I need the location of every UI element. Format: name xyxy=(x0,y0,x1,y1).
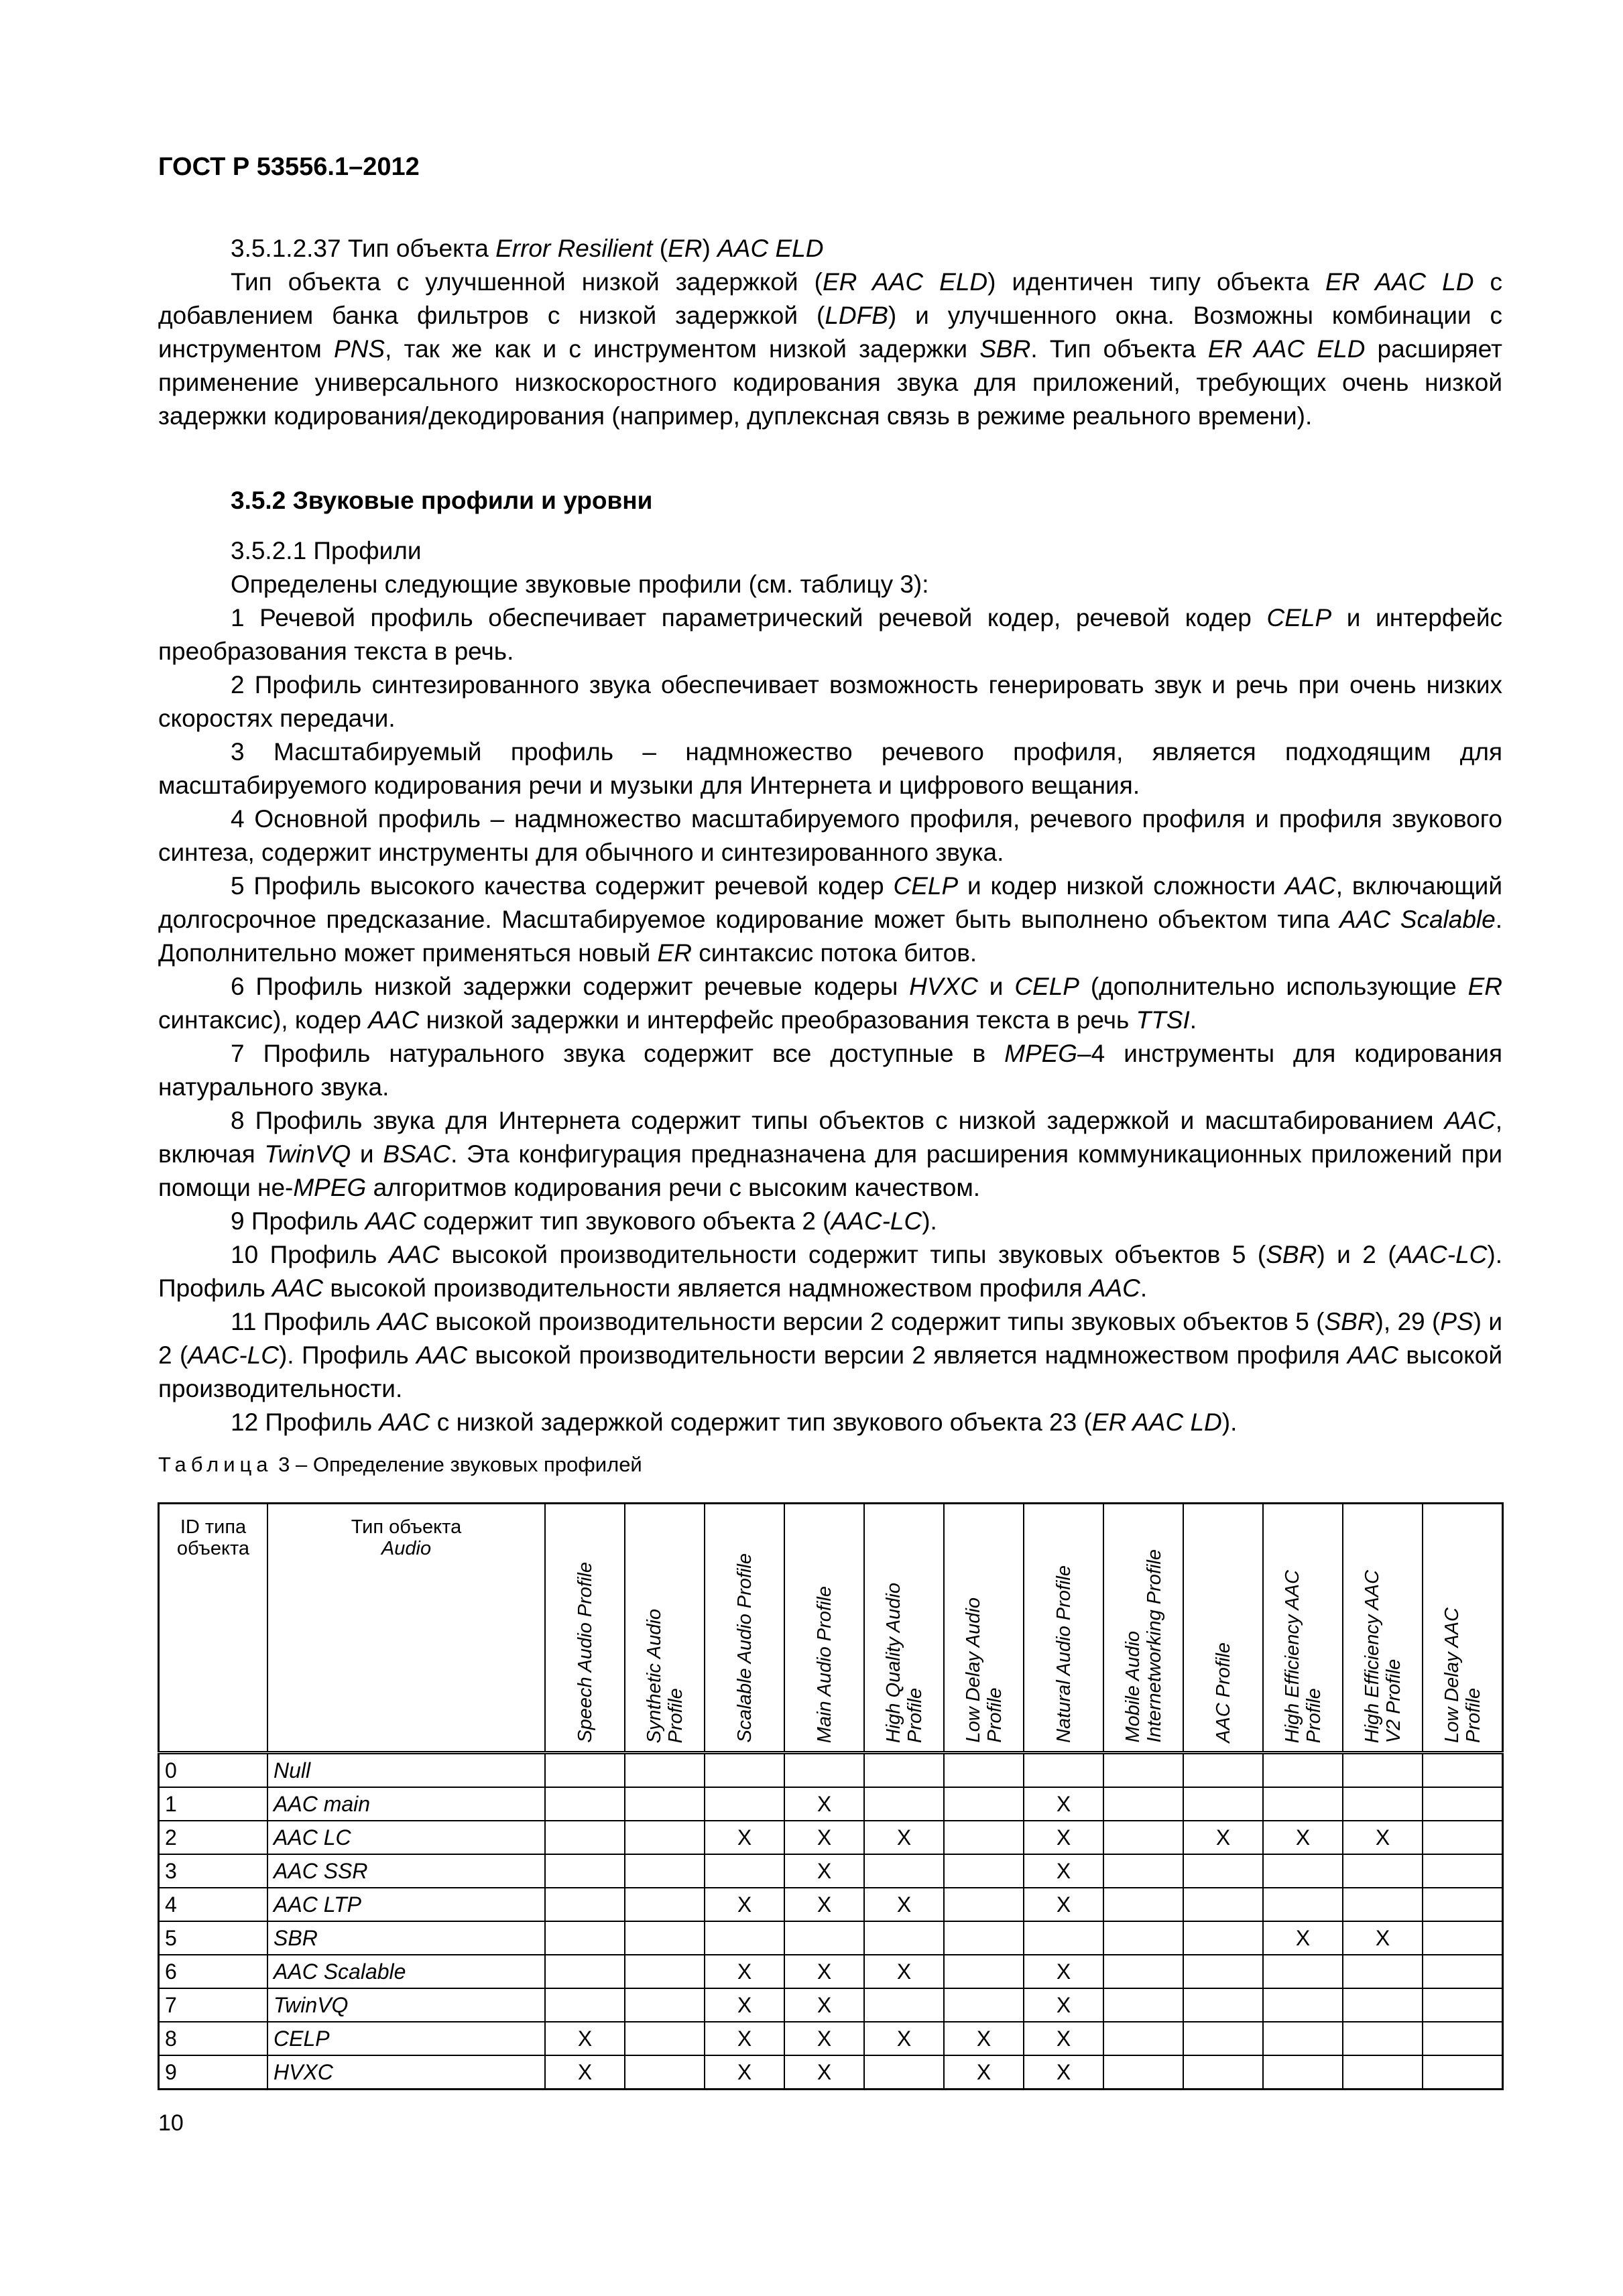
cell-mark: X xyxy=(1024,1955,1103,1988)
cell-mark xyxy=(1103,2022,1183,2055)
cell-mark xyxy=(1024,1921,1103,1955)
text-run: высокой производительности содержит типы звуковых объектов 5 ( xyxy=(439,1241,1266,1268)
cell-mark: X xyxy=(545,2055,625,2090)
cell-mark xyxy=(1103,1988,1183,2022)
cell-mark xyxy=(545,1921,625,1955)
text-run: MPEG xyxy=(293,1174,367,1201)
header-type-label: Тип объекта xyxy=(351,1516,462,1538)
paragraph xyxy=(158,1104,1502,1205)
text-run: . xyxy=(1140,1274,1148,1302)
text-run: PNS xyxy=(333,335,385,363)
section-heading: 3.5.2 Звуковые профили и уровни xyxy=(231,487,653,514)
table-row xyxy=(159,1888,1503,1921)
cell-mark xyxy=(1423,1921,1503,1955)
table-row xyxy=(159,2055,1503,2090)
cell-mark: X xyxy=(864,2022,944,2055)
text-run: высокой производительности. xyxy=(158,1341,1502,1402)
text-run: , включающий долгосрочное предсказание. Масштабируемое кодирование может быть выполнено объектом типа xyxy=(158,872,1502,933)
text-run: 7 Профиль натурального звука содержит все доступные в xyxy=(231,1040,1005,1067)
cell-mark xyxy=(1103,1753,1183,1788)
cell-mark xyxy=(944,1988,1024,2022)
cell-mark xyxy=(784,1921,864,1955)
text-run: ) и 2 ( xyxy=(1317,1241,1396,1268)
section-3-5-1-2-37 xyxy=(158,232,1502,433)
cell-mark: X xyxy=(1263,1821,1343,1854)
paragraph xyxy=(158,601,1502,668)
cell-type: HVXC xyxy=(267,2055,545,2090)
header-profile xyxy=(1103,1504,1183,1753)
text-run: содержит тип звукового объекта 2 ( xyxy=(416,1207,831,1235)
text-run: HVXC xyxy=(909,973,978,1000)
cell-mark: X xyxy=(1024,1787,1103,1821)
text-run: ER xyxy=(1467,973,1502,1000)
cell-type: AAC LTP xyxy=(267,1888,545,1921)
cell-mark xyxy=(1103,1955,1183,1988)
table-row xyxy=(159,1854,1503,1888)
cell-mark xyxy=(1423,1821,1503,1854)
cell-mark xyxy=(1183,2055,1263,2090)
cell-id: 0 xyxy=(159,1753,268,1788)
cell-mark xyxy=(1423,1888,1503,1921)
cell-mark xyxy=(1183,1753,1263,1788)
cell-mark: X xyxy=(705,1888,784,1921)
cell-mark xyxy=(1183,1854,1263,1888)
cell-mark: X xyxy=(944,2055,1024,2090)
cell-mark xyxy=(944,1921,1024,1955)
caption-label: Таблица xyxy=(158,1453,273,1476)
text-run: AAC xyxy=(1347,1341,1399,1369)
paragraph xyxy=(158,1037,1502,1104)
cell-mark xyxy=(1183,1921,1263,1955)
table-row xyxy=(159,2022,1503,2055)
cell-mark: X xyxy=(1024,1988,1103,2022)
cell-id: 5 xyxy=(159,1921,268,1955)
cell-mark: X xyxy=(864,1888,944,1921)
cell-mark xyxy=(705,1787,784,1821)
text-run: 5 Профиль высокого качества содержит речевой кодер xyxy=(231,872,894,900)
cell-mark xyxy=(545,1854,625,1888)
cell-mark xyxy=(944,1821,1024,1854)
text-run: CELP xyxy=(1266,604,1332,631)
cell-mark: X xyxy=(784,1854,864,1888)
cell-type: Null xyxy=(267,1753,545,1788)
cell-mark: X xyxy=(1343,1921,1423,1955)
text-run: Error Resilient xyxy=(495,235,653,262)
text-run: 9 Профиль xyxy=(231,1207,365,1235)
paragraph xyxy=(158,568,1502,601)
cell-mark xyxy=(1343,1787,1423,1821)
cell-mark xyxy=(1263,1787,1343,1821)
header-profile xyxy=(1024,1504,1103,1753)
cell-mark xyxy=(1024,1753,1103,1788)
text-run: 11 Профиль xyxy=(231,1308,377,1335)
cell-mark xyxy=(1263,1854,1343,1888)
cell-mark: X xyxy=(784,2022,864,2055)
cell-mark xyxy=(864,2055,944,2090)
cell-mark xyxy=(1103,2055,1183,2090)
text-run: алгоритмов кодирования речи с высоким качеством. xyxy=(366,1174,981,1201)
cell-id: 1 xyxy=(159,1787,268,1821)
profile-label: High Efficiency AAC Profile xyxy=(1281,1569,1325,1743)
text-run: . xyxy=(1189,1006,1197,1034)
header-profile xyxy=(864,1504,944,1753)
text-run: AAC-LC xyxy=(188,1341,279,1369)
text-run: 3 Масштабируемый профиль – надмножество речевого профиля, является подходящим для масштабируемого кодирования речи и музыки для Интернета и цифрового вещания. xyxy=(158,738,1502,799)
cell-mark xyxy=(545,1753,625,1788)
text-run: высокой производительности является надмножеством профиля xyxy=(323,1274,1089,1302)
cell-mark xyxy=(1343,1955,1423,1988)
profile-label: High Efficiency AAC V2 Profile xyxy=(1361,1569,1404,1743)
cell-mark xyxy=(864,1921,944,1955)
profile-label: Natural Audio Profile xyxy=(1053,1565,1075,1743)
cell-mark xyxy=(545,1955,625,1988)
cell-mark xyxy=(545,1888,625,1921)
cell-mark: X xyxy=(784,1821,864,1854)
cell-mark xyxy=(625,1921,705,1955)
cell-mark: X xyxy=(705,1955,784,1988)
cell-mark xyxy=(1423,1854,1503,1888)
text-run: ) идентичен типу объекта xyxy=(987,268,1325,296)
text-run: AAC Scalable xyxy=(1339,906,1496,933)
text-run: . Тип объекта xyxy=(1030,335,1208,363)
text-run: Определены следующие звуковые профили (см. таблицу 3): xyxy=(231,570,929,598)
text-run: и xyxy=(977,973,1015,1000)
header-profile xyxy=(625,1504,705,1753)
text-run: ). Профиль xyxy=(158,1241,1502,1302)
paragraph xyxy=(158,869,1502,970)
text-run: AAC xyxy=(377,1308,428,1335)
cell-mark xyxy=(545,1821,625,1854)
text-run: LDFB xyxy=(825,302,888,329)
cell-mark xyxy=(1263,1888,1343,1921)
header-type-audio: Audio xyxy=(381,1538,432,1559)
text-run: 2 Профиль синтезированного звука обеспечивает возможность генерировать звук и речь при очень низких скоростях передачи. xyxy=(158,671,1502,732)
cell-mark xyxy=(625,1888,705,1921)
section-3-5-2-1 xyxy=(158,534,1502,1439)
header-profile xyxy=(944,1504,1024,1753)
text-run: AAC xyxy=(1444,1107,1496,1134)
text-run: ). Профиль xyxy=(278,1341,417,1369)
text-run: 10 Профиль xyxy=(231,1241,389,1268)
header-type xyxy=(267,1504,545,1753)
text-run: AAC xyxy=(388,1241,440,1268)
text-run: AAC xyxy=(365,1207,416,1235)
cell-mark: X xyxy=(784,1988,864,2022)
cell-type: AAC SSR xyxy=(267,1854,545,1888)
text-run: 6 Профиль низкой задержки содержит речевые кодеры xyxy=(231,973,910,1000)
table-row xyxy=(159,1821,1503,1854)
text-run: расширяет применение универсального низкоскоростного кодирования звука для приложений, требующих очень низкой задержки кодирования/декодирования (например, дуплексная связь в режиме реального времени). xyxy=(158,335,1502,430)
text-run: синтаксис потока битов. xyxy=(691,939,977,967)
cell-mark: X xyxy=(1024,1821,1103,1854)
paragraph xyxy=(158,1406,1502,1439)
cell-mark: X xyxy=(1024,2055,1103,2090)
text-run: CELP xyxy=(893,872,959,900)
paragraph xyxy=(158,735,1502,802)
cell-mark: X xyxy=(784,1787,864,1821)
cell-mark xyxy=(1263,2055,1343,2090)
cell-mark xyxy=(1423,2022,1503,2055)
profile-label: Low Delay Audio Profile xyxy=(962,1597,1006,1743)
text-run: 12 Профиль xyxy=(231,1408,379,1436)
cell-mark xyxy=(1103,1888,1183,1921)
cell-mark: X xyxy=(864,1821,944,1854)
profile-label: Synthetic Audio Profile xyxy=(643,1608,686,1743)
profile-label: High Quality Audio Profile xyxy=(882,1582,926,1743)
cell-mark: X xyxy=(864,1955,944,1988)
text-run: ). xyxy=(1221,1408,1238,1436)
text-run: и кодер низкой сложности xyxy=(958,872,1285,900)
cell-type: TwinVQ xyxy=(267,1988,545,2022)
text-run: ER AAC ELD xyxy=(822,268,988,296)
text-run: AAC xyxy=(272,1274,324,1302)
text-run: PS xyxy=(1440,1308,1474,1335)
text-run: SBR xyxy=(1266,1241,1317,1268)
profile-label: Speech Audio Profile xyxy=(574,1562,596,1743)
cell-mark xyxy=(1103,1787,1183,1821)
profile-label: Scalable Audio Profile xyxy=(733,1553,756,1743)
paragraph xyxy=(158,1305,1502,1406)
text-run: 4 Основной профиль – надмножество масштабируемого профиля, речевого профиля и профиля звукового синтеза, содержит инструменты для обычного и синтезированного звука. xyxy=(158,805,1502,866)
profile-label: AAC Profile xyxy=(1212,1642,1234,1743)
table-header-row xyxy=(159,1504,1503,1753)
text-run: низкой задержки и интерфейс преобразования текста в речь xyxy=(419,1006,1136,1034)
cell-id: 8 xyxy=(159,2022,268,2055)
text-run: ER AAC LD xyxy=(1325,268,1474,296)
text-run: высокой производительности версии 2 содержит типы звуковых объектов 5 ( xyxy=(428,1308,1325,1335)
text-run: ) и 2 ( xyxy=(158,1308,1502,1369)
text-run: ). xyxy=(922,1207,937,1235)
cell-mark xyxy=(1423,1988,1503,2022)
document-header: ГОСТ Р 53556.1–2012 xyxy=(158,153,420,181)
text-run: AAC xyxy=(379,1408,430,1436)
text-run: MPEG xyxy=(1004,1040,1078,1067)
cell-type: AAC LC xyxy=(267,1821,545,1854)
caption-text: 3 – Определение звуковых профилей xyxy=(272,1453,642,1476)
cell-mark xyxy=(1423,1955,1503,1988)
profile-label: Mobile Audio Internetworking Profile xyxy=(1122,1549,1165,1743)
cell-mark xyxy=(625,1854,705,1888)
cell-mark xyxy=(1343,2022,1423,2055)
text-run: . Дополнительно может применяться новый xyxy=(158,906,1503,967)
text-run: AAC xyxy=(416,1341,468,1369)
cell-mark: X xyxy=(784,2055,864,2090)
cell-mark xyxy=(864,1988,944,2022)
text-run: CELP xyxy=(1014,973,1079,1000)
text-run: синтаксис), кодер xyxy=(158,1006,369,1034)
header-profile xyxy=(1343,1504,1423,1753)
cell-mark xyxy=(944,1854,1024,1888)
cell-id: 9 xyxy=(159,2055,268,2090)
cell-mark xyxy=(1183,1955,1263,1988)
header-profile xyxy=(545,1504,625,1753)
cell-mark: X xyxy=(1024,2022,1103,2055)
cell-mark xyxy=(705,1921,784,1955)
profile-label: Low Delay AAC Profile xyxy=(1441,1607,1484,1743)
text-run: ER xyxy=(657,939,692,967)
cell-mark xyxy=(705,1854,784,1888)
page-number: 10 xyxy=(158,2110,184,2136)
cell-mark xyxy=(1343,1888,1423,1921)
table-row xyxy=(159,1988,1503,2022)
table-row xyxy=(159,1787,1503,1821)
cell-mark: X xyxy=(705,1988,784,2022)
text-run: и xyxy=(351,1140,383,1168)
cell-id: 6 xyxy=(159,1955,268,1988)
text-run: 8 Профиль звука для Интернета содержит типы объектов с низкой задержкой и масштабированием xyxy=(231,1107,1445,1134)
paragraph xyxy=(158,668,1502,735)
cell-mark: X xyxy=(1024,1888,1103,1921)
cell-mark: X xyxy=(1343,1821,1423,1854)
table-row xyxy=(159,1955,1503,1988)
cell-mark xyxy=(1423,2055,1503,2090)
cell-mark: X xyxy=(545,2022,625,2055)
cell-type: AAC Scalable xyxy=(267,1955,545,1988)
cell-mark xyxy=(625,2022,705,2055)
table-row xyxy=(159,1921,1503,1955)
text-run: SBR xyxy=(979,335,1031,363)
cell-type: AAC main xyxy=(267,1787,545,1821)
header-profile xyxy=(1183,1504,1263,1753)
cell-id: 3 xyxy=(159,1854,268,1888)
text-run: ), 29 ( xyxy=(1375,1308,1441,1335)
text-run: , так же как и с инструментом низкой задержки xyxy=(385,335,980,363)
text-run: AAC-LC xyxy=(1396,1241,1488,1268)
cell-mark xyxy=(1103,1854,1183,1888)
paragraph xyxy=(158,1205,1502,1238)
cell-mark: X xyxy=(1024,1854,1103,1888)
cell-mark xyxy=(625,1821,705,1854)
cell-id: 7 xyxy=(159,1988,268,2022)
text-run: ) xyxy=(702,235,718,262)
text-run: и интерфейс преобразования текста в речь. xyxy=(158,604,1503,665)
cell-mark: X xyxy=(784,1888,864,1921)
header-id: ID типа объекта xyxy=(159,1504,268,1753)
header-profile xyxy=(784,1504,864,1753)
paragraph xyxy=(158,534,1502,568)
cell-type: CELP xyxy=(267,2022,545,2055)
header-profile xyxy=(1423,1504,1503,1753)
text-run: BSAC xyxy=(383,1140,451,1168)
text-run: с низкой задержкой содержит тип звукового объекта 23 ( xyxy=(430,1408,1092,1436)
cell-mark: X xyxy=(1183,1821,1263,1854)
paragraph xyxy=(158,232,1502,265)
text-run: высокой производительности версии 2 является надмножеством профиля xyxy=(467,1341,1347,1369)
cell-mark: X xyxy=(705,2022,784,2055)
cell-mark xyxy=(1263,1753,1343,1788)
text-run: AAC-LC xyxy=(831,1207,922,1235)
cell-mark xyxy=(1263,1988,1343,2022)
profiles-table xyxy=(158,1502,1504,2090)
text-run: ER AAC ELD xyxy=(1207,335,1366,363)
cell-mark: X xyxy=(705,1821,784,1854)
cell-mark xyxy=(625,2055,705,2090)
cell-mark xyxy=(864,1854,944,1888)
text-run: Тип объекта с улучшенной низкой задержкой ( xyxy=(231,268,823,296)
paragraph xyxy=(158,970,1502,1037)
cell-mark xyxy=(1343,1854,1423,1888)
cell-mark xyxy=(944,1955,1024,1988)
cell-mark xyxy=(1423,1787,1503,1821)
cell-mark xyxy=(1183,1888,1263,1921)
cell-mark: X xyxy=(784,1955,864,1988)
text-run: TTSI xyxy=(1136,1006,1190,1034)
cell-mark: X xyxy=(944,2022,1024,2055)
text-run: 3.5.2.1 Профили xyxy=(231,537,422,564)
cell-mark xyxy=(1183,1787,1263,1821)
text-run: TwinVQ xyxy=(264,1140,351,1168)
paragraph xyxy=(158,802,1502,869)
cell-mark xyxy=(944,1888,1024,1921)
paragraph xyxy=(158,1238,1502,1305)
cell-mark xyxy=(1343,2055,1423,2090)
header-profile xyxy=(1263,1504,1343,1753)
cell-mark xyxy=(1103,1921,1183,1955)
text-run: SBR xyxy=(1324,1308,1376,1335)
cell-mark xyxy=(625,1955,705,1988)
text-run: . Эта конфигурация предназначена для расширения коммуникационных приложений при помощи не- xyxy=(158,1140,1502,1201)
cell-mark xyxy=(1183,1988,1263,2022)
cell-mark xyxy=(944,1753,1024,1788)
paragraph xyxy=(158,265,1502,433)
cell-mark xyxy=(545,1988,625,2022)
text-run: ( xyxy=(652,235,668,262)
text-run: ) и улучшенного окна. Возможны комбинации с инструментом xyxy=(158,302,1502,363)
text-run: AAC ELD xyxy=(717,235,824,262)
cell-id: 4 xyxy=(159,1888,268,1921)
cell-mark xyxy=(625,1753,705,1788)
header-profile xyxy=(705,1504,784,1753)
cell-mark xyxy=(545,1787,625,1821)
text-run: с добавлением банка фильтров с низкой задержкой ( xyxy=(158,268,1503,329)
cell-mark xyxy=(864,1787,944,1821)
cell-mark xyxy=(1423,1753,1503,1788)
text-run: –4 инструменты для кодирования натурального звука. xyxy=(158,1040,1503,1101)
cell-mark xyxy=(1343,1988,1423,2022)
text-run: AAC xyxy=(1284,872,1336,900)
text-run: 1 Речевой профиль обеспечивает параметрический речевой кодер, речевой кодер xyxy=(231,604,1267,631)
cell-mark: X xyxy=(705,2055,784,2090)
text-run: , включая xyxy=(158,1107,1502,1168)
table-caption xyxy=(158,1450,642,1479)
text-run: 3.5.1.2.37 Тип объекта xyxy=(231,235,496,262)
cell-mark xyxy=(1183,2022,1263,2055)
cell-mark xyxy=(705,1753,784,1788)
cell-mark xyxy=(625,1787,705,1821)
cell-id: 2 xyxy=(159,1821,268,1854)
cell-mark xyxy=(944,1787,1024,1821)
text-run: AAC xyxy=(1089,1274,1140,1302)
cell-mark xyxy=(864,1753,944,1788)
cell-mark xyxy=(784,1753,864,1788)
cell-mark xyxy=(1263,1955,1343,1988)
profile-label: Main Audio Profile xyxy=(813,1585,835,1743)
cell-mark xyxy=(1103,1821,1183,1854)
cell-mark xyxy=(625,1988,705,2022)
cell-mark: X xyxy=(1263,1921,1343,1955)
table-row xyxy=(159,1753,1503,1788)
text-run: AAC xyxy=(368,1006,420,1034)
text-run: ER xyxy=(668,235,703,262)
cell-type: SBR xyxy=(267,1921,545,1955)
text-run: (дополнительно использующие xyxy=(1079,973,1468,1000)
cell-mark xyxy=(1263,2022,1343,2055)
text-run: ER AAC LD xyxy=(1091,1408,1222,1436)
cell-mark xyxy=(1343,1753,1423,1788)
